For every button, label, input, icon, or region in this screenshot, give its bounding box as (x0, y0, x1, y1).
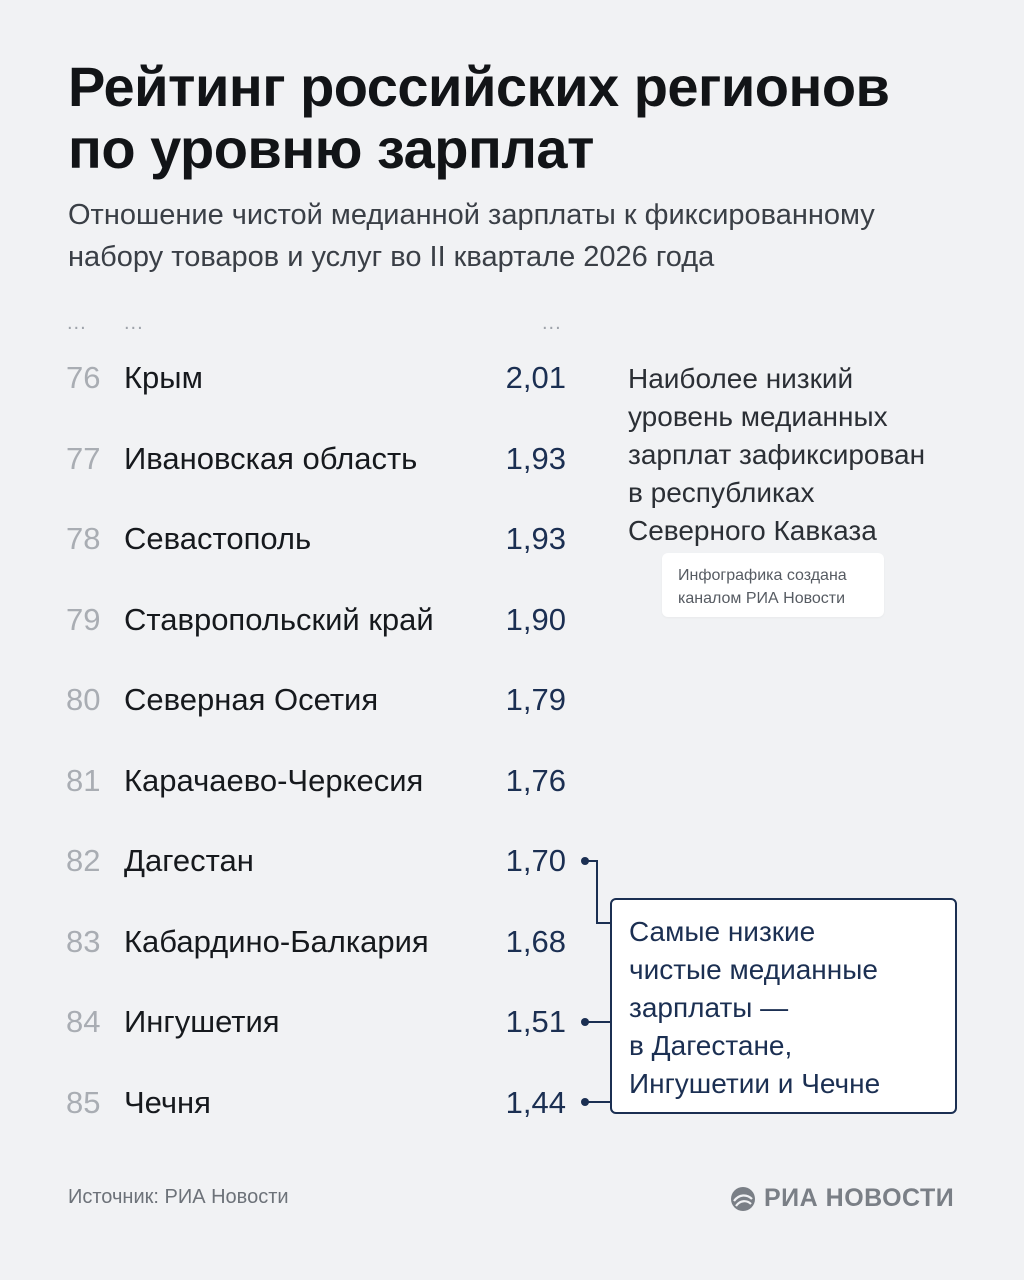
side-note: Наиболее низкий уровень медианных зарплат зафиксирован в республиках Северного Кавказа (628, 363, 926, 546)
connector-dot-dagestan (581, 857, 589, 865)
rank-label: 77 (66, 441, 101, 476)
value-label: 1,68 (505, 924, 566, 959)
chart-subtitle: Отношение чистой медианной зарплаты к фиксированному набору товаров и услуг во II квартале 2026 года (68, 199, 875, 273)
region-label: Чечня (124, 1085, 211, 1120)
region-label: Ставропольский край (124, 602, 434, 637)
value-label: 1,76 (505, 763, 566, 798)
credit-badge: Инфографика создана каналом РИА Новости (662, 553, 884, 617)
connector-dot-ingushetia (581, 1018, 589, 1026)
rank-label: 80 (66, 682, 101, 717)
region-label: Кабардино-Балкария (124, 924, 429, 959)
rank-label: 83 (66, 924, 101, 959)
region-label: Дагестан (124, 843, 254, 878)
region-label: Севастополь (124, 521, 312, 556)
source-text: Источник: РИА Новости (68, 1186, 289, 1208)
rank-label: 78 (66, 521, 101, 556)
rank-label: 76 (66, 360, 101, 395)
rank-label: 82 (66, 843, 101, 878)
rank-label: 81 (66, 763, 101, 798)
region-label: Северная Осетия (124, 682, 379, 717)
chart-title: Рейтинг российских регионов по уровню зарплат (68, 55, 890, 180)
value-label: 2,01 (505, 360, 566, 395)
value-label: 1,93 (505, 521, 566, 556)
value-label: 1,93 (505, 441, 566, 476)
rank-label: 84 (66, 1004, 101, 1039)
value-label: 1,79 (505, 682, 566, 717)
ria-logo-text: РИА НОВОСТИ (764, 1184, 955, 1212)
region-label: Ингушетия (124, 1004, 280, 1039)
rank-label: 85 (66, 1085, 101, 1120)
rank-ellipsis: ... (67, 312, 87, 334)
ria-logo-icon (730, 1186, 756, 1212)
callout-box: Самые низкие чистые медианные зарплаты — в Дагестане, Ингушетии и Чечне (610, 898, 957, 1114)
value-label: 1,90 (505, 602, 566, 637)
region-ellipsis: ... (124, 312, 144, 334)
connector-dot-chechnya (581, 1098, 589, 1106)
rank-label: 79 (66, 602, 101, 637)
region-label: Крым (124, 360, 203, 395)
value-label: 1,70 (505, 843, 566, 878)
connector-line-dagestan (586, 861, 610, 923)
value-label: 1,44 (505, 1085, 566, 1120)
ria-logo (730, 1184, 954, 1213)
value-label: 1,51 (505, 1004, 566, 1039)
region-label: Ивановская область (124, 441, 418, 476)
value-ellipsis: ... (542, 312, 562, 334)
region-label: Карачаево-Черкесия (124, 763, 424, 798)
